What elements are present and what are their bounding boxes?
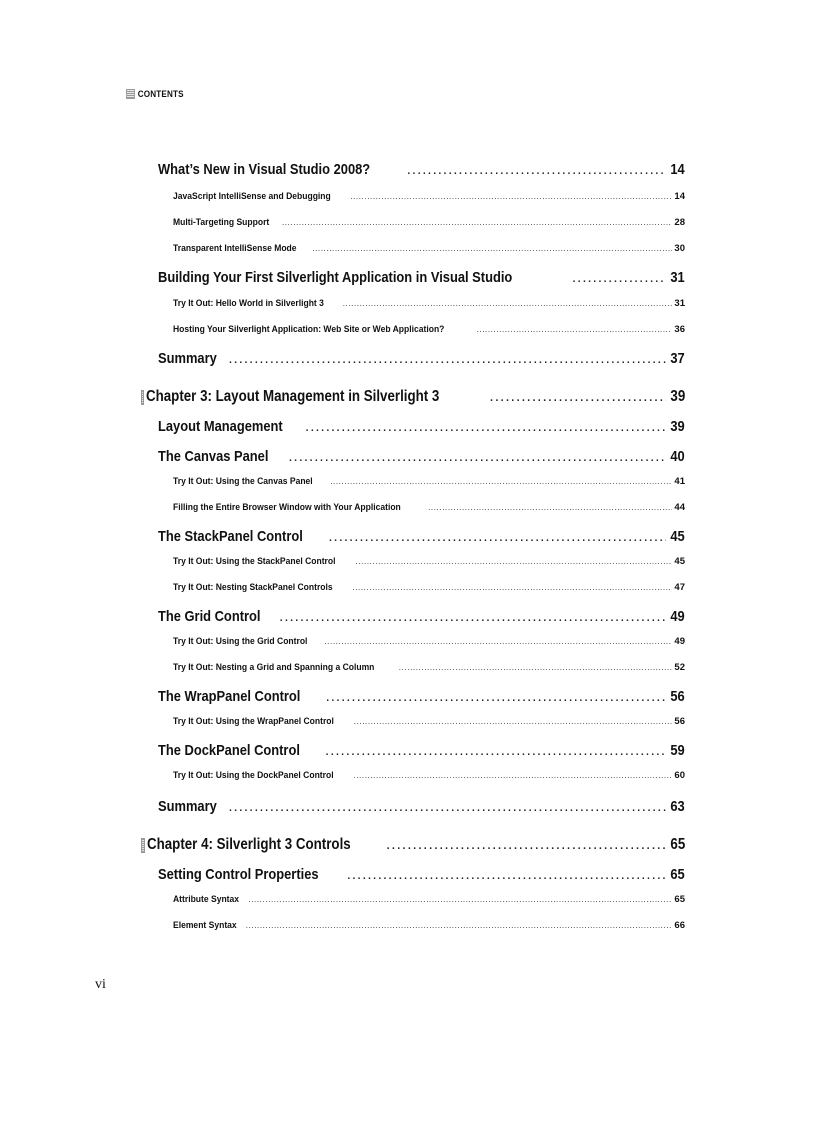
toc-entry-title: What’s New in Visual Studio 2008? xyxy=(158,161,371,178)
toc-entry-page: 52 xyxy=(674,662,685,673)
toc-entry-title: Multi-Targeting Support xyxy=(173,217,270,228)
dot-leader xyxy=(305,418,666,435)
toc-entry xyxy=(173,636,685,647)
toc-entry-title: Chapter 3: Layout Management in Silverlight 3 xyxy=(146,388,440,405)
toc-entry-page: 37 xyxy=(670,350,685,367)
toc-entry-page: 30 xyxy=(674,243,685,254)
dot-leader xyxy=(353,771,672,780)
dot-leader xyxy=(352,583,672,592)
toc-entry xyxy=(158,350,685,367)
toc-entry-title: Setting Control Properties xyxy=(158,866,319,883)
toc-entry-title: Try It Out: Hello World in Silverlight 3 xyxy=(173,298,324,309)
toc-entry-page: 49 xyxy=(674,636,685,647)
toc-entry-title: Transparent IntelliSense Mode xyxy=(173,243,297,254)
dot-leader xyxy=(246,921,673,930)
dot-leader xyxy=(330,477,672,486)
toc-entry xyxy=(158,418,685,435)
toc-entry-title: The DockPanel Control xyxy=(158,742,300,759)
toc-entry-title: JavaScript IntelliSense and Debugging xyxy=(173,191,331,202)
toc-entry-page: 65 xyxy=(674,894,685,905)
dot-leader xyxy=(407,161,667,178)
dot-leader xyxy=(328,528,666,545)
toc-entry-title: The WrapPanel Control xyxy=(158,688,301,705)
dot-leader xyxy=(288,448,666,465)
toc-entry xyxy=(173,324,685,335)
toc-entry xyxy=(158,269,685,286)
toc-entry-page: 63 xyxy=(670,798,685,815)
toc-entry-title: Try It Out: Using the DockPanel Control xyxy=(173,770,334,781)
dot-leader xyxy=(248,895,672,904)
dot-leader xyxy=(399,663,673,672)
toc-entry-page: 14 xyxy=(674,191,685,202)
toc-entry-page: 45 xyxy=(674,556,685,567)
toc-entry-page: 39 xyxy=(670,388,685,405)
toc-entry xyxy=(158,742,685,759)
toc-entry-title: The Canvas Panel xyxy=(158,448,269,465)
dot-leader xyxy=(279,608,666,625)
toc-entry-page: 65 xyxy=(670,836,685,853)
toc-entry xyxy=(158,798,685,815)
dot-leader xyxy=(282,218,672,227)
toc-entry-page: 56 xyxy=(674,716,685,727)
toc-entry-page: 56 xyxy=(670,688,685,705)
dot-leader xyxy=(228,798,666,815)
toc-entry-title: The Grid Control xyxy=(158,608,261,625)
toc-entry-title: Summary xyxy=(158,350,217,367)
toc-entry-page: 60 xyxy=(674,770,685,781)
toc-entry xyxy=(173,191,685,202)
toc-entry xyxy=(158,161,685,178)
toc-entry xyxy=(173,556,685,567)
toc-entry xyxy=(158,528,685,545)
toc-entry-page: 41 xyxy=(674,476,685,487)
toc-entry xyxy=(173,502,685,513)
toc-entry-title: Hosting Your Silverlight Application: Web Site or Web Application? xyxy=(173,324,445,335)
toc-entry-page: 47 xyxy=(674,582,685,593)
running-head-label: CONTENTS xyxy=(137,89,184,99)
toc-entry-title: Attribute Syntax xyxy=(173,894,240,905)
toc-entry-title: Try It Out: Nesting a Grid and Spanning a Column xyxy=(173,662,375,673)
toc-entry-page: 14 xyxy=(670,161,685,178)
toc-entry-title: Chapter 4: Silverlight 3 Controls xyxy=(147,836,351,853)
toc-entry-page: 59 xyxy=(670,742,685,759)
dot-leader xyxy=(347,866,667,883)
dot-leader xyxy=(386,836,666,854)
toc-entry-title: Layout Management xyxy=(158,418,283,435)
dot-leader xyxy=(326,688,667,705)
toc-entry-page: 31 xyxy=(674,298,685,309)
dot-leader xyxy=(354,717,673,726)
toc-entry-page: 49 xyxy=(670,608,685,625)
toc-entry-page: 66 xyxy=(674,920,685,931)
dot-leader xyxy=(477,325,673,334)
dot-leader xyxy=(489,388,665,406)
toc-entry-title: Try It Out: Using the StackPanel Control xyxy=(173,556,336,567)
toc-entry-page: 28 xyxy=(674,217,685,228)
toc-entry xyxy=(173,662,685,673)
toc-entry xyxy=(158,608,685,625)
toc-entry xyxy=(173,582,685,593)
toc-entry xyxy=(173,716,685,727)
dot-leader xyxy=(572,269,666,286)
toc-entry-title: Try It Out: Using the WrapPanel Control xyxy=(173,716,334,727)
toc-entry-page: 39 xyxy=(670,418,685,435)
toc-entry-page: 45 xyxy=(670,528,685,545)
toc-entry xyxy=(173,217,685,228)
toc-entry xyxy=(173,476,685,487)
dot-leader xyxy=(312,244,672,253)
toc-entry-title: The StackPanel Control xyxy=(158,528,303,545)
dot-leader xyxy=(228,350,666,367)
dot-leader xyxy=(324,637,672,646)
dot-leader xyxy=(356,557,673,566)
toc-entry xyxy=(173,770,685,781)
toc-entry xyxy=(173,298,685,309)
toc-entry-page: 31 xyxy=(670,269,685,286)
dot-leader xyxy=(428,503,672,512)
hatch-marker-icon xyxy=(141,838,145,853)
toc-chapter-entry xyxy=(141,388,685,406)
page-folio: vi xyxy=(95,977,106,992)
toc-entry xyxy=(158,688,685,705)
toc-entry-title: Building Your First Silverlight Application in Visual Studio xyxy=(158,269,513,286)
hatch-marker-icon xyxy=(141,390,144,405)
toc-entry xyxy=(158,448,685,465)
toc-entry-title: Element Syntax xyxy=(173,920,237,931)
toc-entry-page: 36 xyxy=(674,324,685,335)
toc-entry xyxy=(173,920,685,931)
toc-entry-title: Try It Out: Using the Canvas Panel xyxy=(173,476,313,487)
toc-entry xyxy=(173,894,685,905)
toc-entry-title: Filling the Entire Browser Window with Your Application xyxy=(173,502,401,513)
toc-entry-page: 40 xyxy=(670,448,685,465)
toc-chapter-entry xyxy=(141,836,685,854)
toc-entry-page: 44 xyxy=(674,502,685,513)
toc-entry-title: Try It Out: Nesting StackPanel Controls xyxy=(173,582,333,593)
dot-leader xyxy=(343,299,673,308)
toc-entry-page: 65 xyxy=(670,866,685,883)
toc-entry xyxy=(173,243,685,254)
dot-leader xyxy=(325,742,666,759)
toc-entry xyxy=(158,866,685,883)
toc-entry-title: Summary xyxy=(158,798,217,815)
toc-entry-title: Try It Out: Using the Grid Control xyxy=(173,636,308,647)
dot-leader xyxy=(350,192,672,201)
